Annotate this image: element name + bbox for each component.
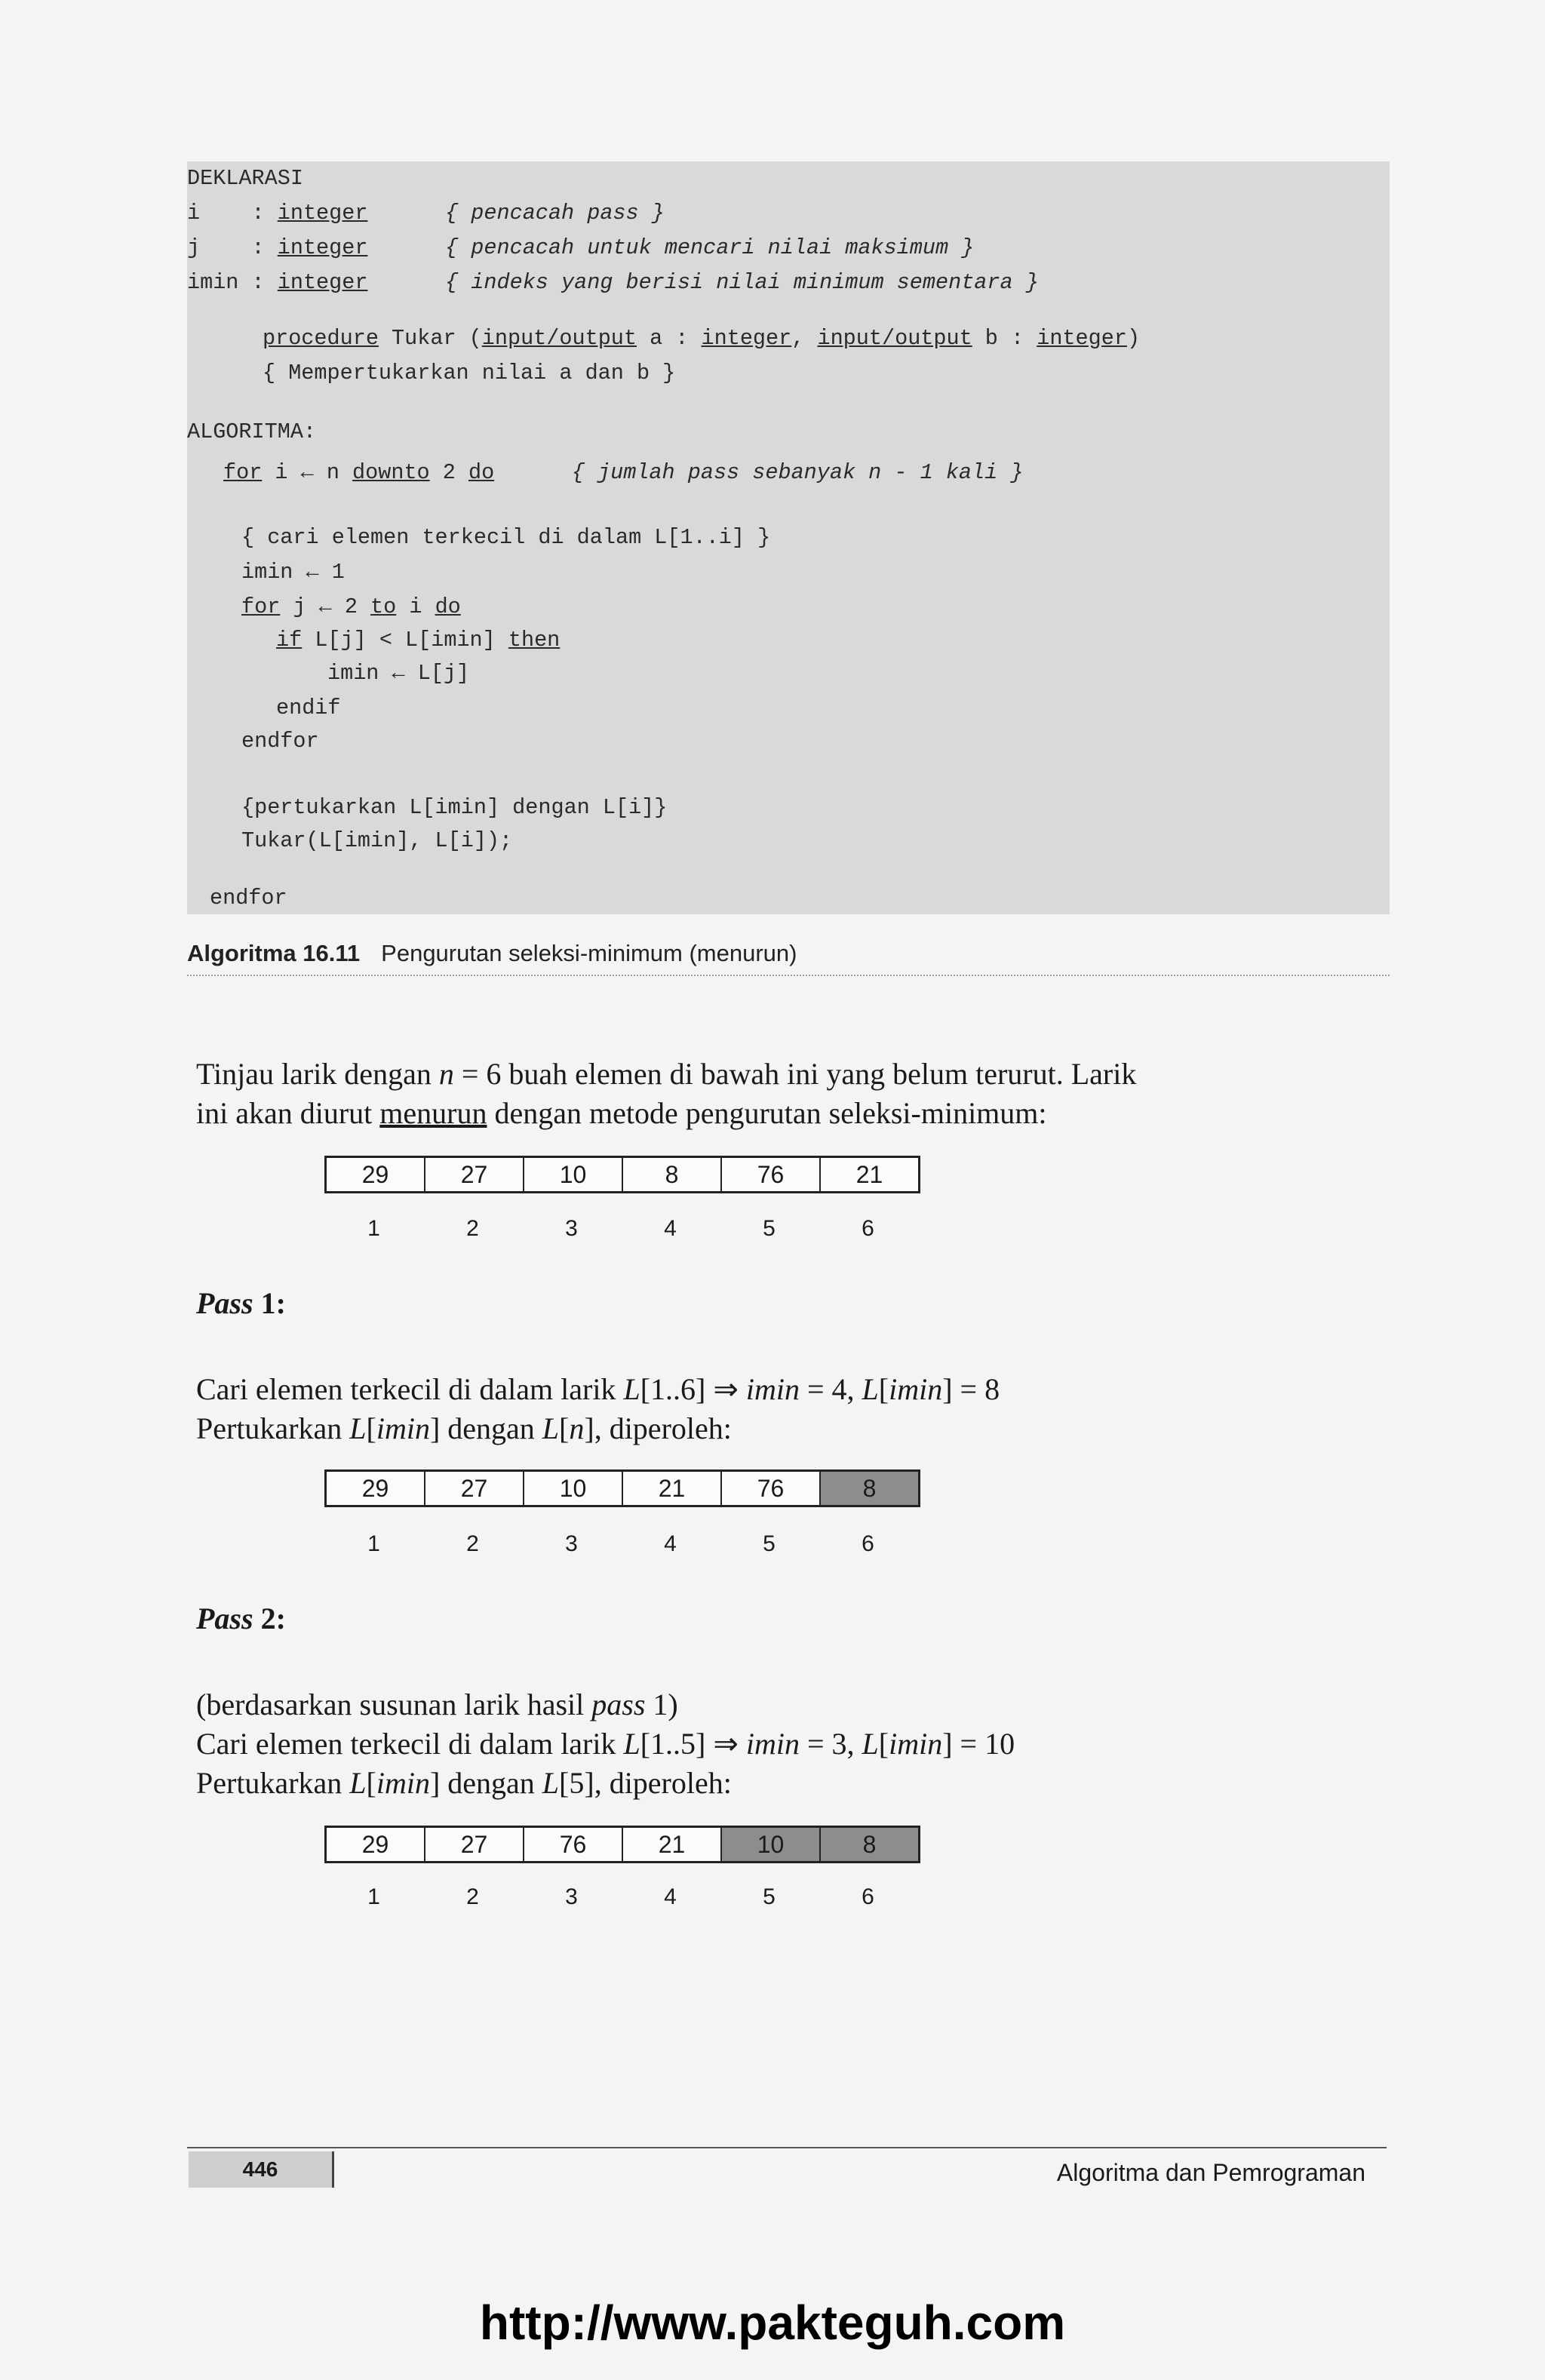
index-label: 4 <box>664 1531 677 1556</box>
index-label: 6 <box>862 1884 874 1909</box>
code-line: { Mempertukarkan nilai a dan b } <box>263 361 676 385</box>
page-number: 446 <box>189 2151 334 2188</box>
code-line: imin ← L[j] <box>327 661 470 686</box>
code-line: imin ← 1 <box>241 560 345 585</box>
pass-2-text: (berdasarkan susunan larik hasil pass 1) Cari elemen terkecil di dalam larik L[1..5] ⇒ imin = 3, L[imin] = 10 Pertukarkan L[imin] dengan L[5], diperoleh: <box>196 1687 1015 1800</box>
array-cell: 21 <box>622 1828 720 1861</box>
code-line: DEKLARASI <box>187 166 303 191</box>
array-cell: 8 <box>622 1158 720 1191</box>
array-cell: 76 <box>523 1828 622 1861</box>
code-line: endfor <box>210 886 287 911</box>
code-line: if L[j] < L[imin] then <box>276 628 561 653</box>
array-initial <box>324 1156 920 1193</box>
code-line: ALGORITMA: <box>187 419 317 444</box>
array-cell-sorted: 8 <box>819 1828 918 1861</box>
array-cell: 10 <box>523 1472 622 1505</box>
array-cell: 10 <box>523 1158 622 1191</box>
index-label: 1 <box>367 1216 380 1241</box>
index-label: 6 <box>862 1216 874 1241</box>
array-cell: 21 <box>622 1472 720 1505</box>
array-after-pass-1 <box>324 1469 920 1507</box>
array-indices <box>324 1884 917 1910</box>
code-line: for j ← 2 to i do <box>241 594 461 619</box>
code-line: endif <box>276 696 341 720</box>
array-cell: 27 <box>424 1472 523 1505</box>
array-cell-sorted: 10 <box>720 1828 819 1861</box>
array-cell: 21 <box>819 1158 918 1191</box>
index-label: 1 <box>367 1531 380 1556</box>
array-indices <box>324 1531 917 1557</box>
array-cell-sorted: 8 <box>819 1472 918 1505</box>
pass-1-heading: Pass 1: <box>196 1286 286 1320</box>
watermark-url: http://www.pakteguh.com <box>479 2296 1066 2350</box>
index-label: 3 <box>565 1884 578 1909</box>
code-line: for i ← n downto 2 do { jumlah pass sebanyak n - 1 kali } <box>223 460 1024 485</box>
array-after-pass-2 <box>324 1826 920 1863</box>
index-label: 5 <box>763 1216 776 1241</box>
pass-1-text: Cari elemen terkecil di dalam larik L[1..6] ⇒ imin = 4, L[imin] = 8 Pertukarkan L[imin] dengan L[n], diperoleh: <box>196 1372 1000 1445</box>
array-cell: 29 <box>327 1158 424 1191</box>
index-label: 1 <box>367 1884 380 1909</box>
array-cell: 76 <box>720 1472 819 1505</box>
code-line: i : integer { pencacah pass } <box>187 201 665 226</box>
index-label: 4 <box>664 1884 677 1909</box>
book-title: Algoritma dan Pemrograman <box>1056 2159 1365 2186</box>
code-block <box>187 161 1390 914</box>
index-label: 2 <box>466 1216 479 1241</box>
code-line: imin : integer { indeks yang berisi nilai minimum sementara } <box>187 270 1039 295</box>
code-line: procedure Tukar (input/output a : integer, input/output b : integer) <box>263 326 1141 351</box>
pass-2-heading: Pass 2: <box>196 1602 286 1635</box>
index-label: 3 <box>565 1216 578 1241</box>
index-label: 3 <box>565 1531 578 1556</box>
code-line: {pertukarkan L[imin] dengan L[i]} <box>241 795 668 820</box>
footer-divider <box>187 2147 1387 2148</box>
array-cell: 76 <box>720 1158 819 1191</box>
figure-caption: Algoritma 16.11 Pengurutan seleksi-minimum (menurun) <box>187 940 1390 976</box>
index-label: 5 <box>763 1884 776 1909</box>
code-line: { cari elemen terkecil di dalam L[1..i] } <box>241 525 771 550</box>
index-label: 4 <box>664 1216 677 1241</box>
index-label: 2 <box>466 1531 479 1556</box>
array-cell: 27 <box>424 1158 523 1191</box>
array-cell: 27 <box>424 1828 523 1861</box>
index-label: 6 <box>862 1531 874 1556</box>
array-indices <box>324 1216 917 1242</box>
index-label: 2 <box>466 1884 479 1909</box>
index-label: 5 <box>763 1531 776 1556</box>
code-line: j : integer { pencacah untuk mencari nilai maksimum } <box>187 235 975 260</box>
intro-paragraph: Tinjau larik dengan n = 6 buah elemen di bawah ini yang belum terurut. Larik ini akan diurut menurun dengan metode pengurutan seleksi-minimum: <box>196 1057 1137 1130</box>
code-line: Tukar(L[imin], L[i]); <box>241 828 513 853</box>
array-cell: 29 <box>327 1828 424 1861</box>
code-line: endfor <box>241 729 319 754</box>
array-cell: 29 <box>327 1472 424 1505</box>
